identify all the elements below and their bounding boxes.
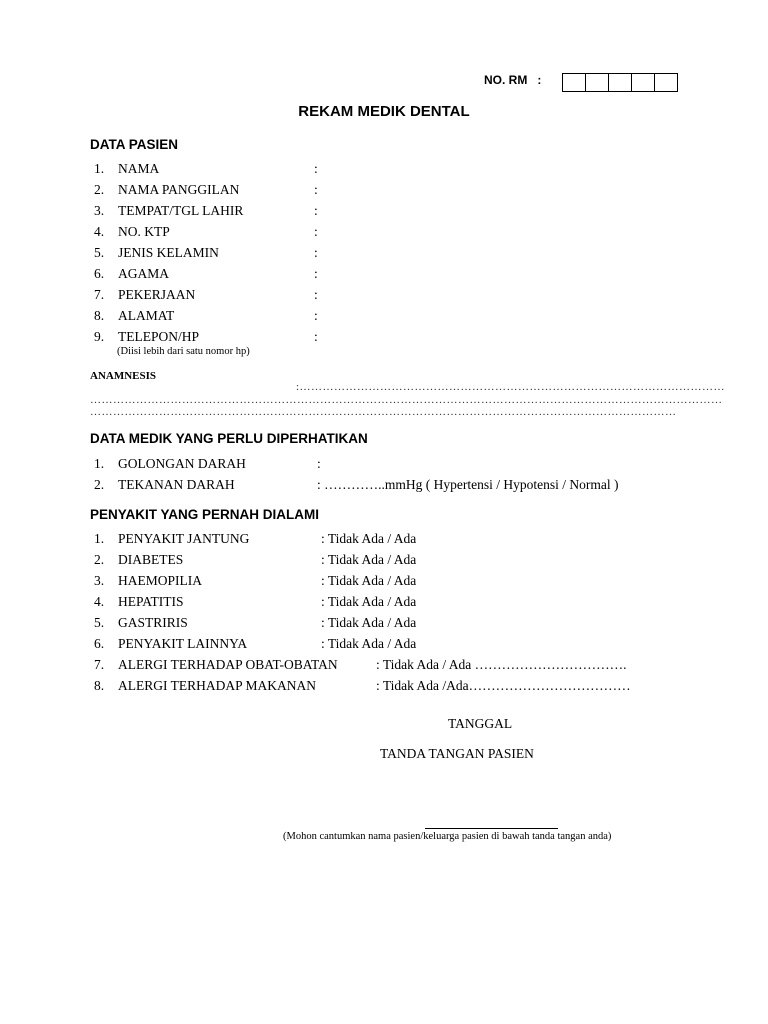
signature-line[interactable] <box>425 828 558 829</box>
section-heading-data-pasien: DATA PASIEN <box>90 137 179 152</box>
document-title: REKAM MEDIK DENTAL <box>298 103 470 120</box>
section-heading-anamnesis: ANAMNESIS <box>90 370 157 382</box>
no-rm-label: NO. RM : <box>484 73 542 87</box>
section-heading-data-medik: DATA MEDIK YANG PERLU DIPERHATIKAN <box>90 431 368 446</box>
no-rm-digit-box[interactable] <box>632 74 655 91</box>
anamnesis-line-3[interactable]: ……………………………………………………………………………………………………………………………………… <box>90 406 677 418</box>
anamnesis-line-1[interactable]: :………………………………………………………………………………………………… <box>296 381 726 393</box>
phone-note: (Diisi lebih dari satu nomor hp) <box>117 346 250 357</box>
no-rm-digit-box[interactable] <box>586 74 609 91</box>
signature-note: (Mohon cantumkan nama pasien/keluarga pasien di bawah tanda tangan anda) <box>283 831 612 842</box>
tanggal-label: TANGGAL <box>448 716 513 731</box>
no-rm-digit-box[interactable] <box>563 74 586 91</box>
anamnesis-line-2[interactable]: ………………………………………………………………………………………………………………………………………………… <box>90 394 723 406</box>
section-heading-penyakit: PENYAKIT YANG PERNAH DIALAMI <box>90 507 320 522</box>
no-rm-boxes[interactable] <box>562 73 678 92</box>
no-rm-digit-box[interactable] <box>609 74 632 91</box>
no-rm-digit-box[interactable] <box>655 74 677 91</box>
tanda-tangan-label: TANDA TANGAN PASIEN <box>380 746 534 761</box>
